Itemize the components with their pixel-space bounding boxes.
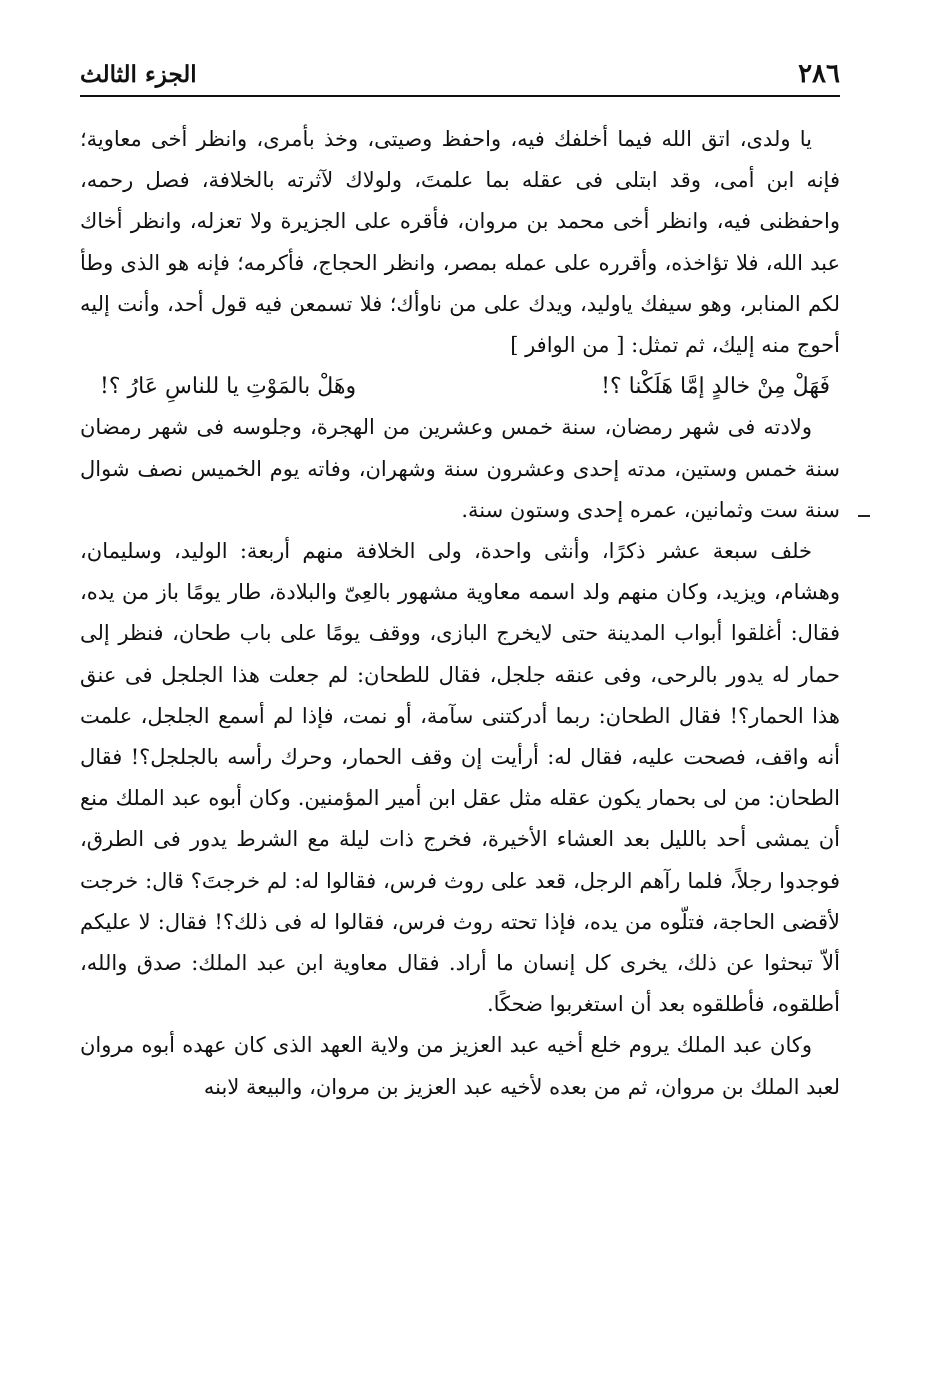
running-head: الجزء الثالث — [80, 61, 197, 88]
verse-first-hemistich: فَهَلْ مِنْ خالدٍ إمَّا هَلَكْنا ؟! — [601, 374, 830, 400]
page-number: ٢٨٦ — [798, 59, 840, 89]
paragraph-succession: وكان عبد الملك يروم خلع أخيه عبد العزيز من ولاية العهد الذى كان عهده أبوه مروان لعبد الملك بن مروان، ثم من بعده لأخيه عبد العزيز بن مروان، والبيعة لابنه — [80, 1033, 840, 1099]
margin-mark — [858, 515, 870, 517]
verse-second-hemistich: وهَلْ بالمَوْتِ يا للناسِ عَارُ ؟! — [100, 374, 357, 400]
book-page — [80, 55, 840, 1108]
body-text — [80, 119, 840, 1108]
paragraph-birth-reign: ولادته فى شهر رمضان، سنة خمس وعشرين من الهجرة، وجلوسه فى شهر رمضان سنة خمس وستين، مدته إحدى وعشرون سنة وشهران، وفاته يوم الخميس نصف شوال سنة ست وثمانين، عمره إحدى وستون سنة. — [80, 415, 840, 522]
paragraph-will: يا ولدى، اتق الله فيما أخلفك فيه، واحفظ وصيتى، وخذ بأمرى، وانظر أخى معاوية؛ فإنه ابن أمى، وقد ابتلى فى عقله بما علمتَ، ولولاك لآثرته بالخلافة، فصل رحمه، واحفظنى فيه، وانظر أخى محمد بن مروان، فأقره على الجزيرة ولا تعزله، وانظر أخاك عبد الله، فلا تؤاخذه، وأقرره على عمله بمصر، وانظر الحجاج، فأكرمه؛ فإنه هو الذى وطأ لكم المنابر، وهو سيفك ياوليد، ويدك على من ناوأك؛ فلا تسمعن فيه قول أحد، وأنت إليه أحوج منه إليك، ثم تمثل: [ من الوافر ] — [80, 127, 840, 358]
paragraph-children-anecdotes: خلف سبعة عشر ذكرًا، وأنثى واحدة، ولى الخلافة منهم أربعة: الوليد، وسليمان، وهشام، ويزيد، وكان منهم ولد اسمه معاوية مشهور بالعِىّ والبلادة، طار يومًا باز من يده، فقال: أغلقوا أبواب المدينة حتى لايخرج البازى، ووقف يومًا على باب طحان، فنظر إلى حمار له يدور بالرحى، وفى عنقه جلجل، فقال للطحان: لم جعلت هذا الجلجل فى عنق هذا الحمار؟! فقال الطحان: ربما أدركتنى سآمة، أو نمت، فإذا لم أسمع الجلجل، علمت أنه واقف، فصحت عليه، فقال له: أرأيت إن وقف الحمار، وحرك رأسه بالجلجل؟! فقال الطحان: من لى بحمار يكون عقله مثل عقل ابن أمير المؤمنين. وكان أبوه عبد الملك منع أن يمشى أحد بالليل بعد العشاء الأخيرة، فخرج ذات ليلة مع الشرط يدور فى الطرق، فوجدوا رجلاً، فلما رآهم الرجل، قعد على روث فرس، فقالوا له: لم خرجتَ؟ قال: خرجت لأقضى الحاجة، فتلّوه من يده، فإذا تحته روث فرس، فقالوا له فى ذلك؟! فقال: لا عليكم ألاّ تبحثوا عن ذلك، يخرى كل إنسان ما أراد. فقال معاوية ابن عبد الملك: صدق والله، أطلقوه، فأطلقوه بعد أن استغربوا ضحكًا. — [80, 539, 840, 1017]
poetry-verse — [80, 366, 840, 407]
page-header — [80, 55, 840, 97]
